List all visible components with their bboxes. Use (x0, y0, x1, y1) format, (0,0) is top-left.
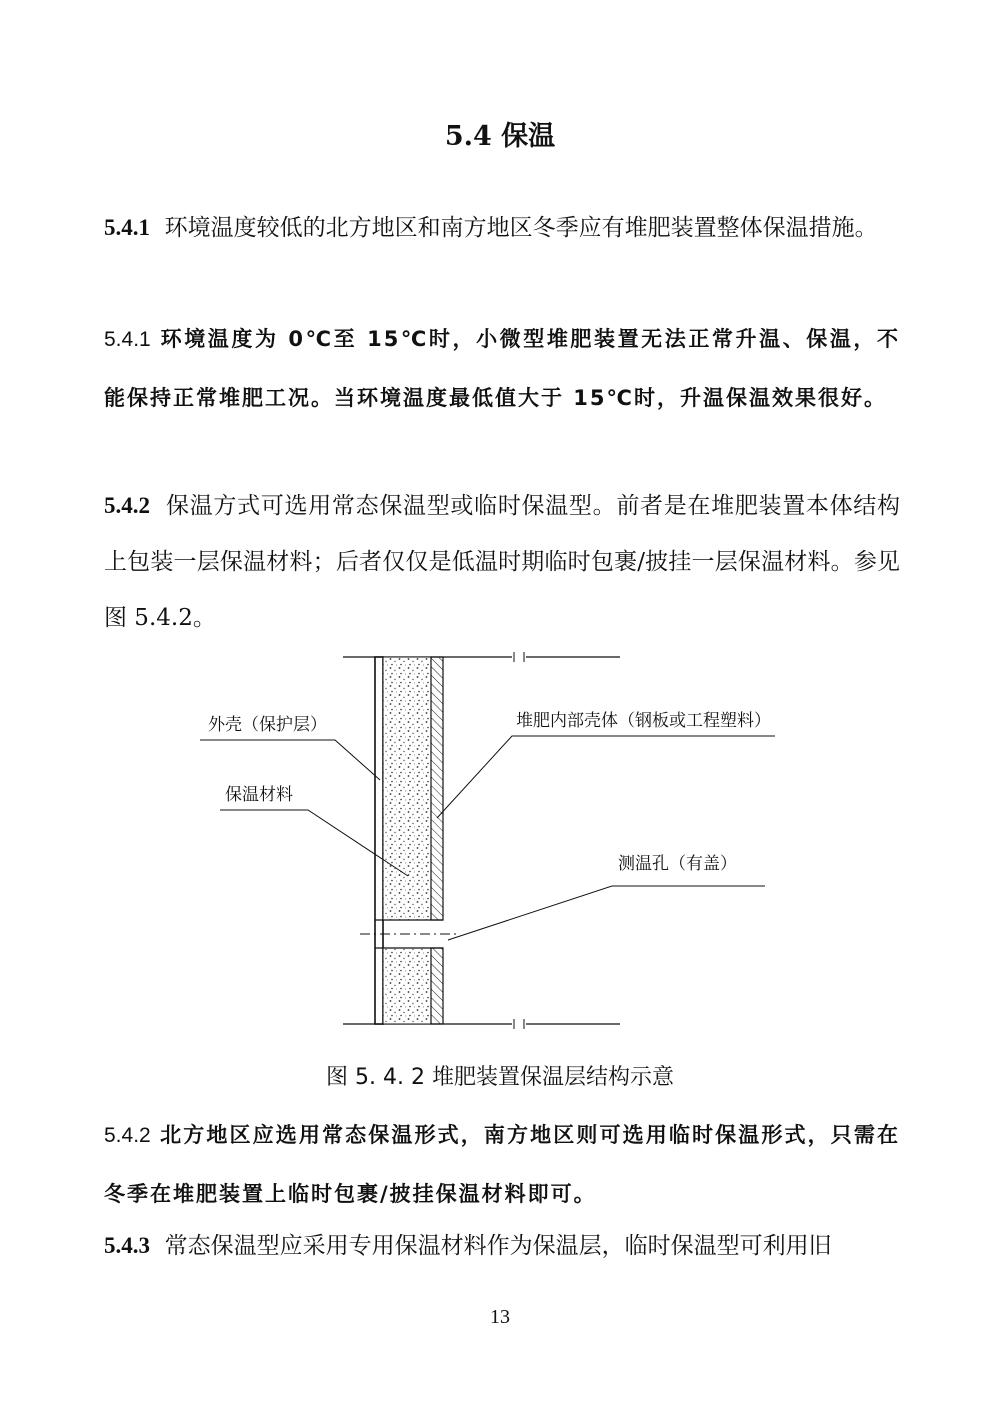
outer-shell-layer (375, 657, 383, 1024)
label-temp-hole: 测温孔（有盖） (618, 854, 737, 874)
commentary-text: 北方地区应选用常态保温形式，南方地区则可选用临时保温形式，只需在冬季在堆肥装置上临时包裹/披挂保温材料即可。 (104, 1123, 900, 1206)
paragraph-number: 5.4.3 (104, 1233, 150, 1258)
commentary-number: 5.4.1 (104, 328, 151, 351)
paragraph-5-4-2 (104, 478, 900, 646)
figure-caption: 图 5. 4. 2 堆肥装置保温层结构示意 (326, 1065, 674, 1090)
leader-temp-hole (448, 886, 765, 940)
paragraph-number: 5.4.2 (104, 493, 150, 518)
paragraph-5-4-1 (104, 200, 900, 256)
page-number: 13 (490, 1306, 510, 1328)
inner-shell-upper (431, 657, 443, 920)
paragraph-5-4-3 (104, 1218, 900, 1274)
commentary-5-4-1 (104, 310, 900, 427)
leader-outer-shell (200, 740, 380, 780)
inner-shell-lower (431, 948, 443, 1024)
leader-inner-shell (437, 736, 775, 818)
label-insulation: 保温材料 (225, 785, 293, 805)
commentary-5-4-2 (104, 1106, 900, 1223)
paragraph-text: 保温方式可选用常态保温型或临时保温型。前者是在堆肥装置本体结构上包装一层保温材料；后者仅仅是低温时期临时包裹/披挂一层保温材料。参见图 5.4.2。 (104, 493, 901, 631)
commentary-text: 环境温度为 0℃至 15℃时，小微型堆肥装置无法正常升温、保温，不能保持正常堆肥工况。当环境温度最低值大于 15℃时，升温保温效果很好。 (104, 327, 900, 410)
label-inner-shell: 堆肥内部壳体（钢板或工程塑料） (516, 711, 771, 731)
insulation-upper (383, 657, 431, 920)
paragraph-number: 5.4.1 (104, 215, 150, 240)
section-title: 5.4 保温 (444, 121, 556, 152)
paragraph-text: 常态保温型应采用专用保温材料作为保温层，临时保温型可利用旧 (164, 1233, 832, 1259)
paragraph-text: 环境温度较低的北方地区和南方地区冬季应有堆肥装置整体保温措施。 (164, 215, 878, 241)
insulation-structure-diagram (200, 648, 800, 1048)
label-outer-shell: 外壳（保护层） (208, 715, 327, 735)
commentary-number: 5.4.2 (104, 1124, 151, 1147)
insulation-lower (383, 948, 431, 1024)
